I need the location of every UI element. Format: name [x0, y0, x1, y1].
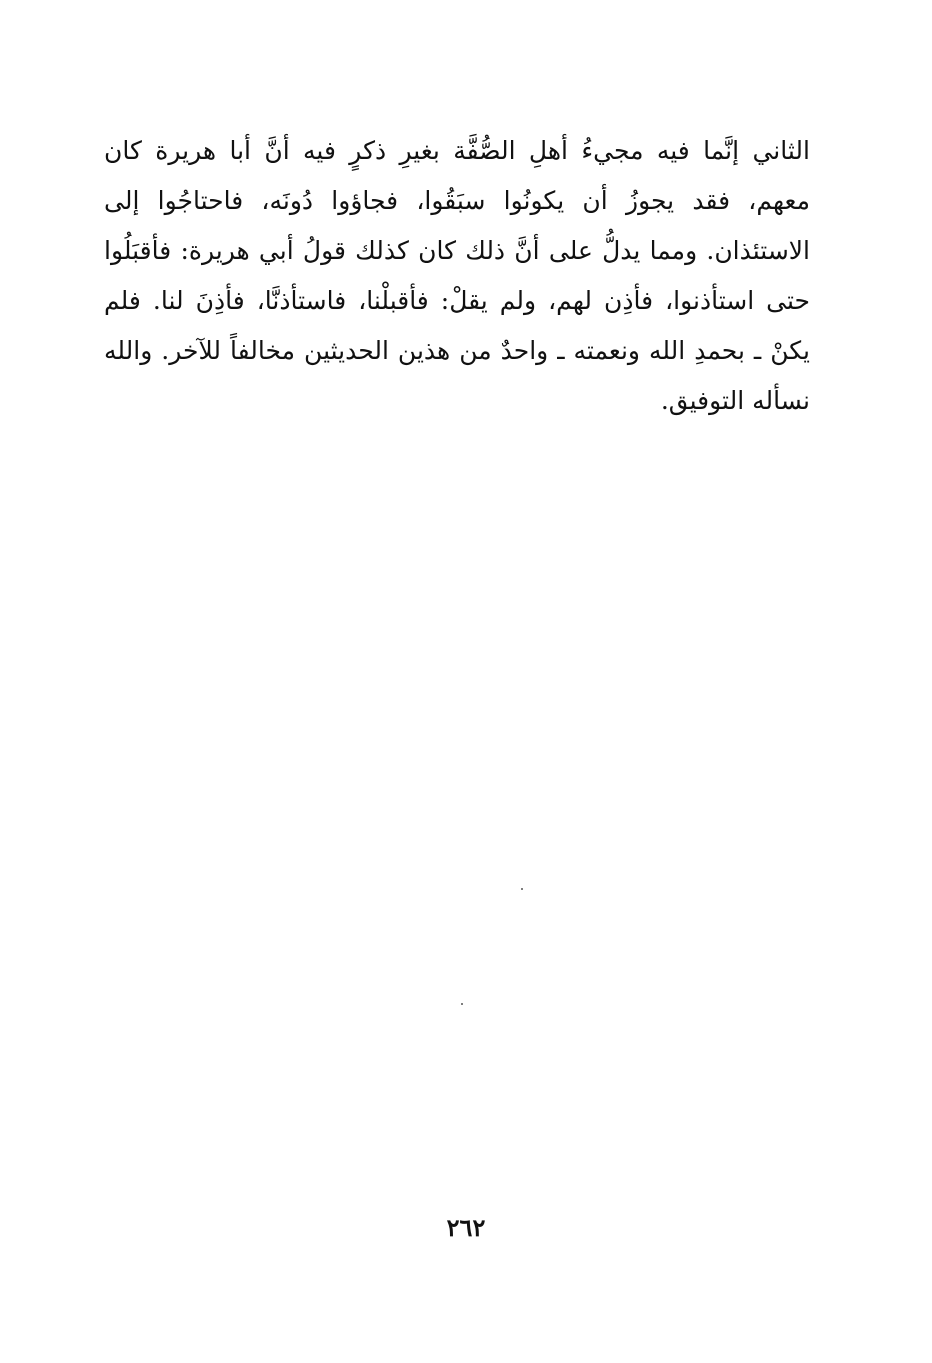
scan-speck: [461, 1003, 463, 1005]
text-line-3: الاستئذان. ومما يدلُّ على أنَّ ذلك كان كذلك قولُ أبي هريرة: فأقبَلُوا: [104, 236, 810, 265]
text-line-5: يكنْ ـ بحمدِ الله ونعمته ـ واحدٌ من هذين الحديثين مخالفاً للآخر. والله: [104, 336, 810, 365]
text-line-2: معهم، فقد يجوزُ أن يكونُوا سبَقُوا، فجاؤوا دُونَه، فاحتاجُوا إلى: [104, 186, 810, 215]
page-number: ٢٦٢: [446, 1213, 486, 1242]
text-line-6: نسأله التوفيق.: [660, 386, 810, 415]
text-line-4: حتى استأذنوا، فأذِن لهم، ولم يقلْ: فأقبلْنا، فاستأذنَّا، فأذِنَ لنا. فلم: [104, 286, 810, 315]
body-paragraph: [104, 126, 810, 426]
text-line-1: الثاني إنَّما فيه مجيءُ أهلِ الصُّفَّة بغيرِ ذكرٍ فيه أنَّ أبا هريرة كان: [104, 136, 810, 165]
scan-speck: [521, 888, 523, 890]
